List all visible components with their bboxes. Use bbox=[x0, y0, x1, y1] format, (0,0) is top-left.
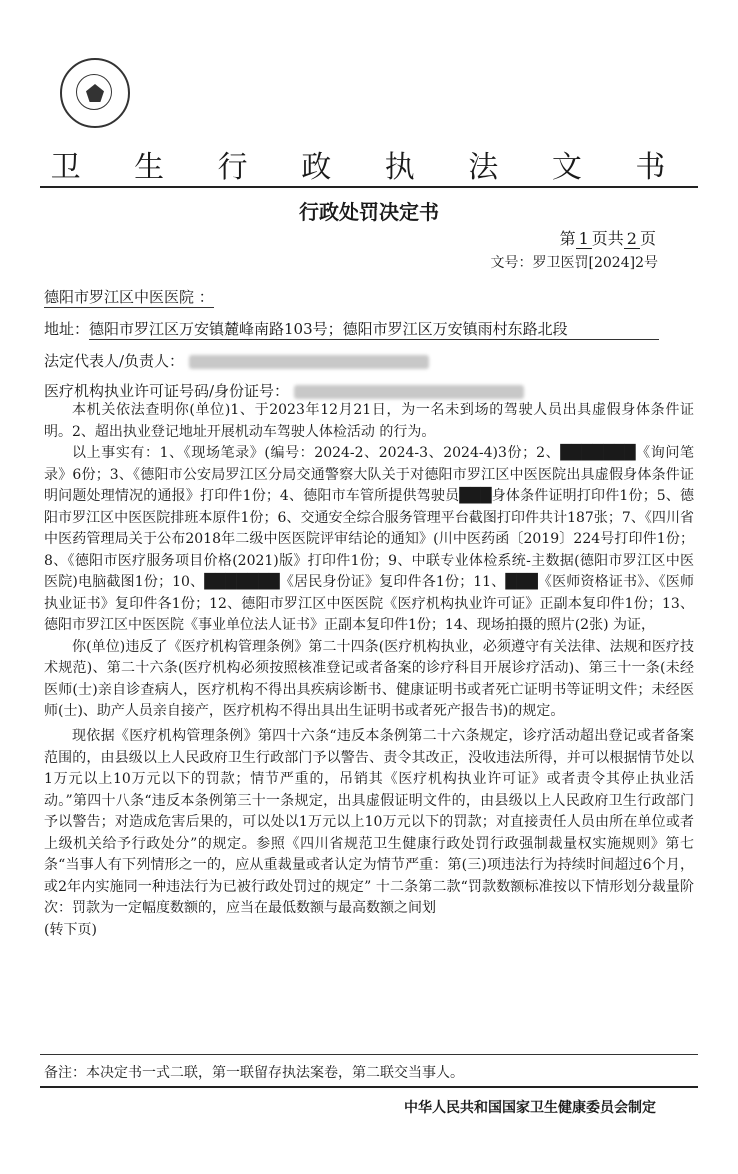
page-suffix: 页 bbox=[639, 229, 656, 248]
redacted-name bbox=[189, 355, 429, 369]
legal-basis-paragraph: 现依据《医疗机构管理条例》第四十六条“违反本条例第二十六条规定，诊疗活动超出登记或者备案范围的，由县级以上人民政府卫生行政部门予以警告、责令其改正，没收违法所得，并可以根据情节处以1万元以上10万元以下的罚款；情节严重的，吊销其《医疗机构执业许可证》或者责令其停止执业活动。”第四十八条“违反本条例第三十一条规定，出具虚假证明文件的，由县级以上人民政府卫生行政部门予以警告；对造成危害后果的，可以处以1万元以上10万元以下的罚款；对直接责任人员由所在单位或者上级机关给予行政处分”的规定。参照《四川省规范卫生健康行政处罚行政强制裁量权实施规则》第七条“当事人有下列情形之一的，应从重裁量或者认定为情节严重：第(三)项违法行为持续时间超过6个月，或2年内实施同一种违法行为已被行政处罚过的规定” 十二条第二款“罚款数额标准按以下情形划分裁量阶次：罚款为一定幅度数额的，应当在最低数额与最高数额之间划 bbox=[44, 728, 694, 916]
party-name: 德阳市罗江区中医医院 ： bbox=[44, 288, 214, 306]
page-prefix: 第 bbox=[559, 229, 576, 248]
page-mid: 页共 bbox=[591, 229, 624, 248]
basis-section bbox=[44, 726, 694, 941]
redacted-license bbox=[294, 385, 524, 399]
note-divider-top bbox=[40, 1054, 698, 1055]
address-value: 德阳市罗江区万安镇麓峰南路103号；德阳市罗江区万安镇雨村东路北段 bbox=[89, 318, 659, 340]
evidence-paragraph: 以上事实有：1、《现场笔录》(编号：2024-2、2024-3、2024-4)3份；2、███████《询问笔录》6份；3、《德阳市公安局罗江区分局交通警察大队关于对德阳市罗江区中医医院出具虚假身体条件证明问题处理情况的通报》打印件1份；4、德阳市车管所提供驾驶员███身体条件证明打印件1份；5、德阳市罗江区中医医院排班本原件1份；6、交通安全综合服务管理平台截图打印件共计187张；7、《四川省中医药管理局关于公布2018年二级中医医院评审结论的通知》(川中医药函〔2019〕224号打印件1份；8、《德阳市医疗服务项目价格(2021)版》打印件1份；9、中联专业体检系统-主数据(德阳市罗江区中医医院)电脑截图1份；10、███████《居民身份证》复印件各1份；11、███《医师资格证书》、《医师执业证书》复印件各1份；12、德阳市罗江区中医医院《医疗机构执业许可证》正副本复印件1份；13、德阳市罗江区中医医院《事业单位法人证书》正副本复印件1份；14、现场拍摄的照片(2张) 为证， bbox=[44, 445, 694, 633]
violation-paragraph: 你(单位)违反了《医疗机构管理条例》第二十四条(医疗机构执业，必须遵守有关法律、法规和医疗技术规范)、第二十六条(医疗机构必须按照核准登记或者备案的诊疗科目开展诊疗活动)、第三十一条(未经医师(士)亲自诊查病人，医疗机构不得出具疾病诊断书、健康证明书或者死亡证明书等证明文件；未经医师(士)、助产人员亲自接产，医疗机构不得出具出生证明书或者死产报告书)的规定。 bbox=[44, 638, 694, 719]
page-number bbox=[560, 226, 656, 249]
license-label: 医疗机构执业许可证号码/身份证号： bbox=[44, 382, 290, 400]
header-divider bbox=[40, 186, 698, 188]
document-sub-title: 行政处罚决定书 bbox=[299, 200, 439, 224]
issuer-footer: 中华人民共和国国家卫生健康委员会制定 bbox=[404, 1100, 656, 1116]
continued-marker: (转下页) bbox=[44, 921, 97, 938]
remarks-note: 备注：本决定书一式二联，第一联留存执法案卷，第二联交当事人。 bbox=[44, 1065, 464, 1081]
address-line bbox=[44, 318, 659, 340]
page-current: 1 bbox=[576, 229, 592, 249]
legal-rep-label: 法定代表人/负责人： bbox=[44, 352, 185, 370]
page-total: 2 bbox=[624, 229, 640, 249]
address-label: 地址： bbox=[44, 320, 90, 338]
note-divider-bottom bbox=[40, 1086, 698, 1088]
document-number: 文号：罗卫医罚[2024]2号 bbox=[490, 255, 658, 271]
legal-rep-line bbox=[44, 350, 429, 371]
document-main-title: 卫 生 行 政 执 法 文 书 bbox=[50, 150, 688, 185]
license-line bbox=[44, 380, 524, 401]
facts-section bbox=[44, 400, 694, 723]
health-inspection-seal bbox=[60, 58, 130, 128]
facts-paragraph: 本机关依法查明你(单位)1、于2023年12月21日，为一名未到场的驾驶人员出具虚假身体条件证明。2、超出执业登记地址开展机动车驾驶人体检活动 的行为。 bbox=[44, 402, 694, 440]
